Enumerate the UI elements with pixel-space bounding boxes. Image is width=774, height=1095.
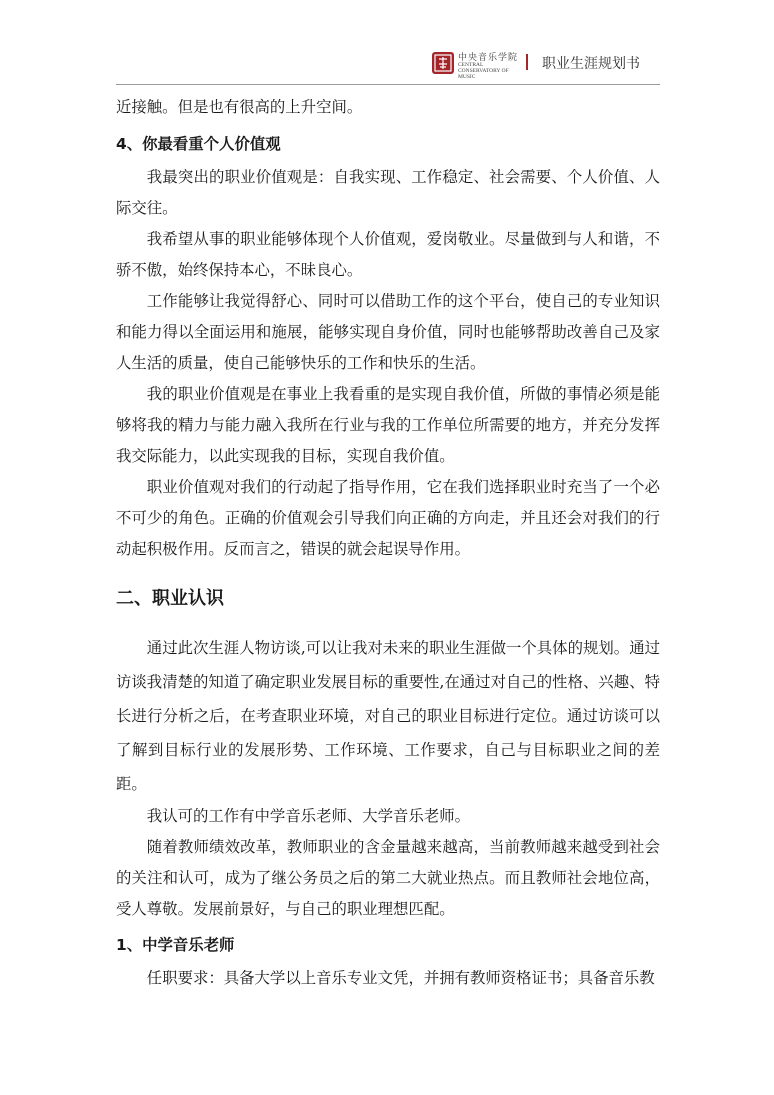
paragraph: 我的职业价值观是在事业上我看重的是实现自我价值，所做的事情必须是能够将我的精力与能力融入我所在行业与我的工作单位所需要的地方，并充分发挥我交际能力，以此实现我的目标，实现自我价值。	[116, 385, 660, 465]
paragraph: 通过此次生涯人物访谈,可以让我对未来的职业生涯做一个具体的规划。通过访谈我清楚的知道了确定职业发展目标的重要性,在通过对自己的性格、兴趣、特长进行分析之后，在考查职业环境，对自己的职业目标进行定位。通过访谈可以了解到目标行业的发展形势、工作环境、工作要求，自己与目标职业之间的差距。	[116, 639, 660, 793]
paragraph: 工作能够让我觉得舒心、同时可以借助工作的这个平台，使自己的专业知识和能力得以全面运用和施展，能够实现自身价值，同时也能够帮助改善自己及家人生活的质量，使自己能够快乐的工作和快乐的生活。	[116, 292, 660, 372]
paragraph: 随着教师绩效改革，教师职业的含金量越来越高，当前教师越来越受到社会的关注和认可，成为了继公务员之后的第二大就业热点。而且教师社会地位高，受人尊敬。发展前景好，与自己的职业理想匹配。	[116, 838, 660, 918]
paragraph: 我认可的工作有中学音乐老师、大学音乐老师。	[146, 807, 471, 825]
subheading-values: 4、你最看重个人价值观	[116, 135, 281, 153]
conservatory-logo-icon	[432, 52, 454, 74]
paragraph: 我最突出的职业价值观是：自我实现、工作稳定、社会需要、个人价值、人际交往。	[116, 168, 660, 217]
paragraph: 近接触。但是也有很高的上升空间。	[116, 98, 363, 116]
paragraph: 任职要求：具备大学以上音乐专业文凭，并拥有教师资格证书；具备音乐教	[146, 969, 655, 987]
header-rule	[116, 84, 660, 85]
header-divider	[526, 54, 528, 70]
document-body	[116, 92, 660, 994]
paragraph: 我希望从事的职业能够体现个人价值观，爱岗敬业。尽量做到与人和谐，不骄不傲，始终保持本心，不昧良心。	[116, 230, 660, 279]
logo-english-name: CENTRAL CONSERVATORY OF MUSIC	[458, 62, 509, 80]
subheading-teacher: 1、中学音乐老师	[116, 936, 235, 954]
section-heading: 二、职业认识	[116, 588, 224, 609]
document-title: 职业生涯规划书	[542, 56, 640, 72]
logo-chinese-name: 中央音乐学院	[458, 53, 519, 63]
page-header	[116, 40, 660, 92]
paragraph: 职业价值观对我们的行动起了指导作用，它在我们选择职业时充当了一个必不可少的角色。正确的价值观会引导我们向正确的方向走，并且还会对我们的行动起积极作用。反而言之，错误的就会起误导作用。	[116, 478, 660, 558]
